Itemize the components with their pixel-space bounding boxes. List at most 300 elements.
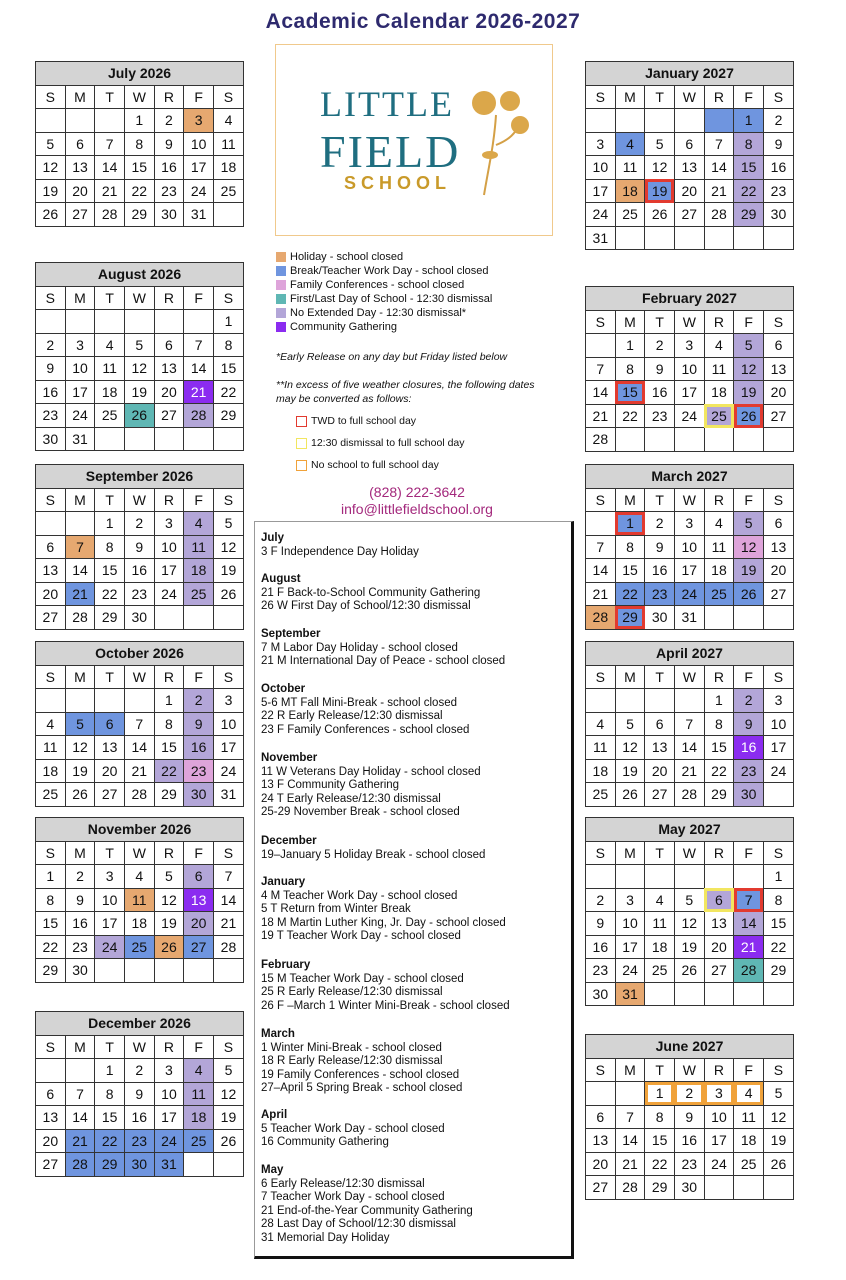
date-cell: 6 — [763, 512, 793, 536]
date-cell: 11 — [184, 1082, 214, 1106]
date-cell: 25 — [704, 582, 734, 606]
day-header: T — [95, 665, 125, 689]
date-cell: 29 — [645, 1176, 675, 1200]
date-cell: 18 — [734, 1129, 764, 1153]
date-cell: 16 — [124, 1106, 154, 1130]
date-cell: 12 — [154, 888, 184, 912]
legend-swatch — [276, 266, 286, 276]
legend-label: Family Conferences - school closed — [290, 279, 465, 291]
page-title: Academic Calendar 2026-2027 — [265, 10, 581, 33]
legend — [276, 250, 556, 334]
date-cell: 22 — [615, 404, 645, 428]
date-cell: 2 — [124, 1059, 154, 1083]
date-cell: 24 — [65, 404, 95, 428]
event-item: 3 F Independence Day Holiday — [261, 545, 419, 558]
event-month-heading: November — [261, 752, 318, 764]
date-cell: 21 — [184, 380, 214, 404]
day-header: F — [184, 665, 214, 689]
month-title: May 2027 — [586, 818, 794, 842]
month-title: April 2027 — [586, 642, 794, 666]
day-header: S — [36, 1035, 66, 1059]
event-item: 21 M International Day of Peace - school closed — [261, 655, 506, 667]
date-cell: 4 — [586, 712, 616, 736]
empty-cell — [615, 226, 645, 250]
date-cell: 9 — [674, 1105, 704, 1129]
date-cell: 21 — [586, 582, 616, 606]
date-cell: 26 — [154, 935, 184, 959]
day-header: R — [154, 488, 184, 512]
day-header: M — [615, 841, 645, 865]
date-cell: 9 — [586, 912, 616, 936]
empty-cell — [65, 109, 95, 133]
date-cell: 22 — [213, 380, 243, 404]
date-cell: 2 — [36, 333, 66, 357]
date-cell: 27 — [95, 783, 125, 807]
day-header: T — [95, 85, 125, 109]
date-cell: 7 — [95, 132, 125, 156]
date-cell: 14 — [95, 156, 125, 180]
event-section — [261, 573, 480, 614]
day-header: R — [704, 310, 734, 334]
date-cell: 8 — [615, 357, 645, 381]
date-cell: 27 — [674, 203, 704, 227]
empty-cell — [586, 109, 616, 133]
date-cell: 23 — [36, 404, 66, 428]
date-cell: 17 — [184, 156, 214, 180]
empty-cell — [704, 428, 734, 452]
event-item: 4 M Teacher Work Day - school closed — [261, 889, 458, 902]
date-cell: 22 — [154, 759, 184, 783]
date-cell: 13 — [645, 736, 675, 760]
conversion-item — [296, 415, 416, 427]
weather-note: **In excess of five weather closures, the following dates may be converted as follows: — [276, 379, 535, 405]
date-cell: 18 — [184, 559, 214, 583]
empty-cell — [674, 109, 704, 133]
date-cell: 12 — [763, 1105, 793, 1129]
date-cell: 30 — [124, 1153, 154, 1177]
date-cell: 14 — [213, 888, 243, 912]
event-item: 19 Family Conferences - school closed — [261, 1068, 460, 1081]
event-section — [261, 752, 481, 820]
date-cell: 16 — [734, 736, 764, 760]
empty-cell — [586, 689, 616, 713]
empty-cell — [734, 428, 764, 452]
date-cell: 18 — [184, 1106, 214, 1130]
empty-cell — [65, 1059, 95, 1083]
date-cell: 18 — [586, 759, 616, 783]
date-cell: 26 — [645, 203, 675, 227]
event-item: 5-6 MT Fall Mini-Break - school closed — [261, 696, 457, 709]
date-cell: 18 — [213, 156, 243, 180]
empty-cell — [615, 1082, 645, 1106]
date-cell: 8 — [95, 1082, 125, 1106]
event-section — [261, 628, 505, 669]
month-calendar — [35, 1011, 244, 1177]
date-cell: 13 — [65, 156, 95, 180]
date-cell: 20 — [154, 380, 184, 404]
empty-cell — [586, 865, 616, 889]
empty-cell — [586, 512, 616, 536]
date-cell: 4 — [645, 888, 675, 912]
day-header: T — [645, 665, 675, 689]
event-month-heading: July — [261, 532, 285, 544]
date-cell: 13 — [36, 559, 66, 583]
date-cell: 23 — [586, 959, 616, 983]
date-cell: 11 — [36, 736, 66, 760]
flower-icon — [454, 85, 534, 205]
school-logo — [275, 44, 553, 236]
conversion-label: 12:30 dismissal to full school day — [311, 437, 465, 449]
date-cell: 7 — [734, 888, 764, 912]
date-cell: 1 — [213, 310, 243, 334]
empty-cell — [615, 428, 645, 452]
empty-cell — [674, 428, 704, 452]
date-cell: 12 — [615, 736, 645, 760]
date-cell: 16 — [763, 156, 793, 180]
empty-cell — [586, 334, 616, 358]
date-cell: 26 — [615, 783, 645, 807]
date-cell: 1 — [154, 689, 184, 713]
day-header: S — [213, 488, 243, 512]
date-cell: 26 — [734, 404, 764, 428]
date-cell: 13 — [154, 357, 184, 381]
event-item: 16 Community Gathering — [261, 1136, 389, 1148]
date-cell: 24 — [154, 582, 184, 606]
date-cell: 27 — [154, 404, 184, 428]
contact-phone[interactable]: (828) 222-3642 — [369, 484, 465, 500]
date-cell: 16 — [645, 381, 675, 405]
month-calendar — [585, 286, 794, 452]
event-item: 25-29 November Break - school closed — [261, 806, 460, 818]
date-cell: 30 — [674, 1176, 704, 1200]
empty-cell — [124, 310, 154, 334]
conversion-box — [296, 438, 307, 449]
contact-email[interactable]: info@littlefieldschool.org — [341, 501, 493, 517]
date-cell: 3 — [763, 689, 793, 713]
date-cell: 19 — [65, 759, 95, 783]
event-item: 11 W Veterans Day Holiday - school closed — [261, 765, 481, 778]
date-cell: 11 — [213, 132, 243, 156]
date-cell: 3 — [615, 888, 645, 912]
date-cell: 26 — [213, 582, 243, 606]
date-cell: 25 — [95, 404, 125, 428]
date-cell: 3 — [95, 865, 125, 889]
date-cell: 27 — [704, 959, 734, 983]
date-cell: 11 — [124, 888, 154, 912]
date-cell: 22 — [645, 1152, 675, 1176]
empty-cell — [95, 959, 125, 983]
date-cell: 16 — [154, 156, 184, 180]
event-section — [261, 683, 469, 737]
legend-item — [276, 278, 556, 292]
date-cell: 23 — [124, 582, 154, 606]
date-cell: 28 — [65, 1153, 95, 1177]
date-cell: 21 — [704, 179, 734, 203]
day-header: F — [734, 1058, 764, 1082]
date-cell: 20 — [763, 381, 793, 405]
empty-cell — [674, 226, 704, 250]
date-cell: 10 — [213, 712, 243, 736]
date-cell: 9 — [36, 357, 66, 381]
empty-cell — [763, 428, 793, 452]
date-cell: 6 — [65, 132, 95, 156]
legend-item — [276, 264, 556, 278]
date-cell: 5 — [65, 712, 95, 736]
date-cell: 7 — [615, 1105, 645, 1129]
day-header: W — [674, 310, 704, 334]
date-cell: 24 — [95, 935, 125, 959]
date-cell: 4 — [184, 512, 214, 536]
date-cell: 24 — [586, 203, 616, 227]
empty-cell — [213, 606, 243, 630]
date-cell: 30 — [124, 606, 154, 630]
date-cell: 12 — [213, 535, 243, 559]
event-item: 5 T Return from Winter Break — [261, 903, 411, 915]
date-cell: 20 — [763, 559, 793, 583]
date-cell: 24 — [184, 179, 214, 203]
day-header: F — [734, 665, 764, 689]
date-cell: 19 — [763, 1129, 793, 1153]
day-header: M — [65, 85, 95, 109]
day-header: R — [704, 665, 734, 689]
date-cell: 31 — [674, 606, 704, 630]
date-cell: 29 — [95, 1153, 125, 1177]
date-cell: 28 — [615, 1176, 645, 1200]
date-cell: 17 — [154, 1106, 184, 1130]
date-cell: 7 — [213, 865, 243, 889]
month-title: December 2026 — [36, 1012, 244, 1036]
empty-cell — [645, 109, 675, 133]
date-cell: 3 — [586, 132, 616, 156]
empty-cell — [65, 512, 95, 536]
date-cell: 25 — [734, 1152, 764, 1176]
day-header: S — [763, 1058, 793, 1082]
date-cell: 25 — [36, 783, 66, 807]
month-title: January 2027 — [586, 62, 794, 86]
date-cell: 17 — [586, 179, 616, 203]
date-cell: 17 — [674, 381, 704, 405]
empty-cell — [674, 865, 704, 889]
event-item: 6 Early Release/12:30 dismissal — [261, 1177, 425, 1190]
date-cell: 10 — [674, 535, 704, 559]
day-header: S — [586, 1058, 616, 1082]
date-cell: 9 — [734, 712, 764, 736]
date-cell: 2 — [184, 689, 214, 713]
day-header: F — [734, 85, 764, 109]
event-item: 31 Memorial Day Holiday — [261, 1231, 390, 1244]
date-cell: 12 — [65, 736, 95, 760]
date-cell: 24 — [704, 1152, 734, 1176]
event-item: 21 End-of-the-Year Community Gathering — [261, 1204, 473, 1217]
empty-cell — [645, 428, 675, 452]
conversion-item — [296, 459, 439, 471]
date-cell: 12 — [674, 912, 704, 936]
date-cell: 8 — [124, 132, 154, 156]
date-cell: 28 — [704, 203, 734, 227]
date-cell: 27 — [36, 1153, 66, 1177]
day-header: T — [95, 1035, 125, 1059]
day-header: R — [154, 286, 184, 310]
empty-cell — [615, 109, 645, 133]
date-cell: 20 — [36, 1129, 66, 1153]
date-cell: 4 — [36, 712, 66, 736]
day-header: M — [65, 841, 95, 865]
day-header: M — [65, 665, 95, 689]
date-cell: 24 — [154, 1129, 184, 1153]
day-header: R — [154, 665, 184, 689]
date-cell: 5 — [734, 334, 764, 358]
date-cell: 25 — [645, 959, 675, 983]
date-cell: 8 — [95, 535, 125, 559]
legend-item — [276, 292, 556, 306]
date-cell: 20 — [184, 912, 214, 936]
date-cell: 7 — [65, 535, 95, 559]
day-header: S — [763, 665, 793, 689]
date-cell: 21 — [674, 759, 704, 783]
date-cell: 28 — [124, 783, 154, 807]
day-header: S — [213, 1035, 243, 1059]
date-cell: 23 — [674, 1152, 704, 1176]
date-cell: 26 — [213, 1129, 243, 1153]
legend-item — [276, 250, 556, 264]
date-cell: 15 — [36, 912, 66, 936]
empty-cell — [154, 427, 184, 451]
empty-cell — [734, 1176, 764, 1200]
conversion-box — [296, 416, 307, 427]
date-cell: 17 — [704, 1129, 734, 1153]
date-cell: 20 — [65, 179, 95, 203]
day-header: R — [154, 841, 184, 865]
date-cell: 1 — [615, 512, 645, 536]
date-cell: 29 — [124, 203, 154, 227]
day-header: M — [615, 85, 645, 109]
date-cell: 7 — [184, 333, 214, 357]
empty-cell — [586, 1082, 616, 1106]
empty-cell — [184, 1153, 214, 1177]
date-cell: 29 — [95, 606, 125, 630]
date-cell: 18 — [124, 912, 154, 936]
day-header: T — [645, 841, 675, 865]
date-cell: 12 — [213, 1082, 243, 1106]
empty-cell — [645, 689, 675, 713]
date-cell: 16 — [65, 912, 95, 936]
empty-cell — [763, 226, 793, 250]
day-header: S — [213, 286, 243, 310]
month-calendar — [35, 817, 244, 983]
date-cell: 24 — [615, 959, 645, 983]
date-cell: 16 — [184, 736, 214, 760]
date-cell: 31 — [586, 226, 616, 250]
date-cell: 24 — [763, 759, 793, 783]
date-cell: 25 — [124, 935, 154, 959]
date-cell: 22 — [734, 179, 764, 203]
date-cell: 17 — [154, 559, 184, 583]
day-header: S — [36, 85, 66, 109]
day-header: R — [704, 488, 734, 512]
date-cell: 19 — [734, 381, 764, 405]
date-cell: 2 — [674, 1082, 704, 1106]
empty-cell — [184, 959, 214, 983]
date-cell: 24 — [674, 404, 704, 428]
month-calendar — [585, 1034, 794, 1200]
date-cell: 1 — [704, 689, 734, 713]
date-cell: 3 — [154, 1059, 184, 1083]
date-cell: 10 — [184, 132, 214, 156]
date-cell: 13 — [763, 535, 793, 559]
date-cell: 31 — [65, 427, 95, 451]
month-title: June 2027 — [586, 1035, 794, 1059]
date-cell: 4 — [615, 132, 645, 156]
day-header: M — [65, 488, 95, 512]
legend-label: Holiday - school closed — [290, 251, 404, 263]
date-cell: 6 — [586, 1105, 616, 1129]
date-cell: 6 — [645, 712, 675, 736]
date-cell: 21 — [65, 582, 95, 606]
date-cell: 4 — [704, 334, 734, 358]
day-header: S — [763, 841, 793, 865]
day-header: F — [184, 286, 214, 310]
day-header: T — [645, 85, 675, 109]
event-item: 19–January 5 Holiday Break - school closed — [261, 848, 486, 861]
date-cell: 9 — [65, 888, 95, 912]
date-cell: 27 — [65, 203, 95, 227]
empty-cell — [704, 226, 734, 250]
day-header: W — [124, 665, 154, 689]
date-cell: 5 — [124, 333, 154, 357]
date-cell: 16 — [674, 1129, 704, 1153]
event-section — [261, 532, 419, 559]
day-header: M — [615, 488, 645, 512]
date-cell: 4 — [124, 865, 154, 889]
date-cell: 22 — [704, 759, 734, 783]
event-month-heading: February — [261, 959, 311, 971]
date-cell: 24 — [213, 759, 243, 783]
day-header: T — [95, 488, 125, 512]
date-cell: 27 — [645, 783, 675, 807]
event-item: 1 Winter Mini-Break - school closed — [261, 1041, 442, 1054]
empty-cell — [154, 959, 184, 983]
date-cell: 31 — [213, 783, 243, 807]
date-cell: 10 — [95, 888, 125, 912]
event-item: 26 W First Day of School/12:30 dismissal — [261, 600, 471, 612]
day-header: S — [36, 665, 66, 689]
date-cell: 5 — [36, 132, 66, 156]
day-header: F — [184, 1035, 214, 1059]
date-cell: 20 — [645, 759, 675, 783]
event-item: 22 R Early Release/12:30 dismissal — [261, 710, 443, 722]
empty-cell — [734, 982, 764, 1006]
empty-cell — [184, 310, 214, 334]
month-calendar — [585, 817, 794, 1006]
date-cell: 14 — [586, 381, 616, 405]
date-cell: 30 — [734, 783, 764, 807]
day-header: S — [586, 488, 616, 512]
month-title: March 2027 — [586, 465, 794, 489]
date-cell: 13 — [95, 736, 125, 760]
date-cell: 6 — [763, 334, 793, 358]
date-cell: 14 — [674, 736, 704, 760]
date-cell: 13 — [674, 156, 704, 180]
date-cell: 5 — [674, 888, 704, 912]
date-cell: 11 — [615, 156, 645, 180]
day-header: S — [763, 85, 793, 109]
date-cell: 12 — [734, 535, 764, 559]
date-cell: 5 — [213, 1059, 243, 1083]
date-cell: 19 — [213, 559, 243, 583]
date-cell: 23 — [184, 759, 214, 783]
legend-swatch — [276, 294, 286, 304]
date-cell: 2 — [645, 512, 675, 536]
